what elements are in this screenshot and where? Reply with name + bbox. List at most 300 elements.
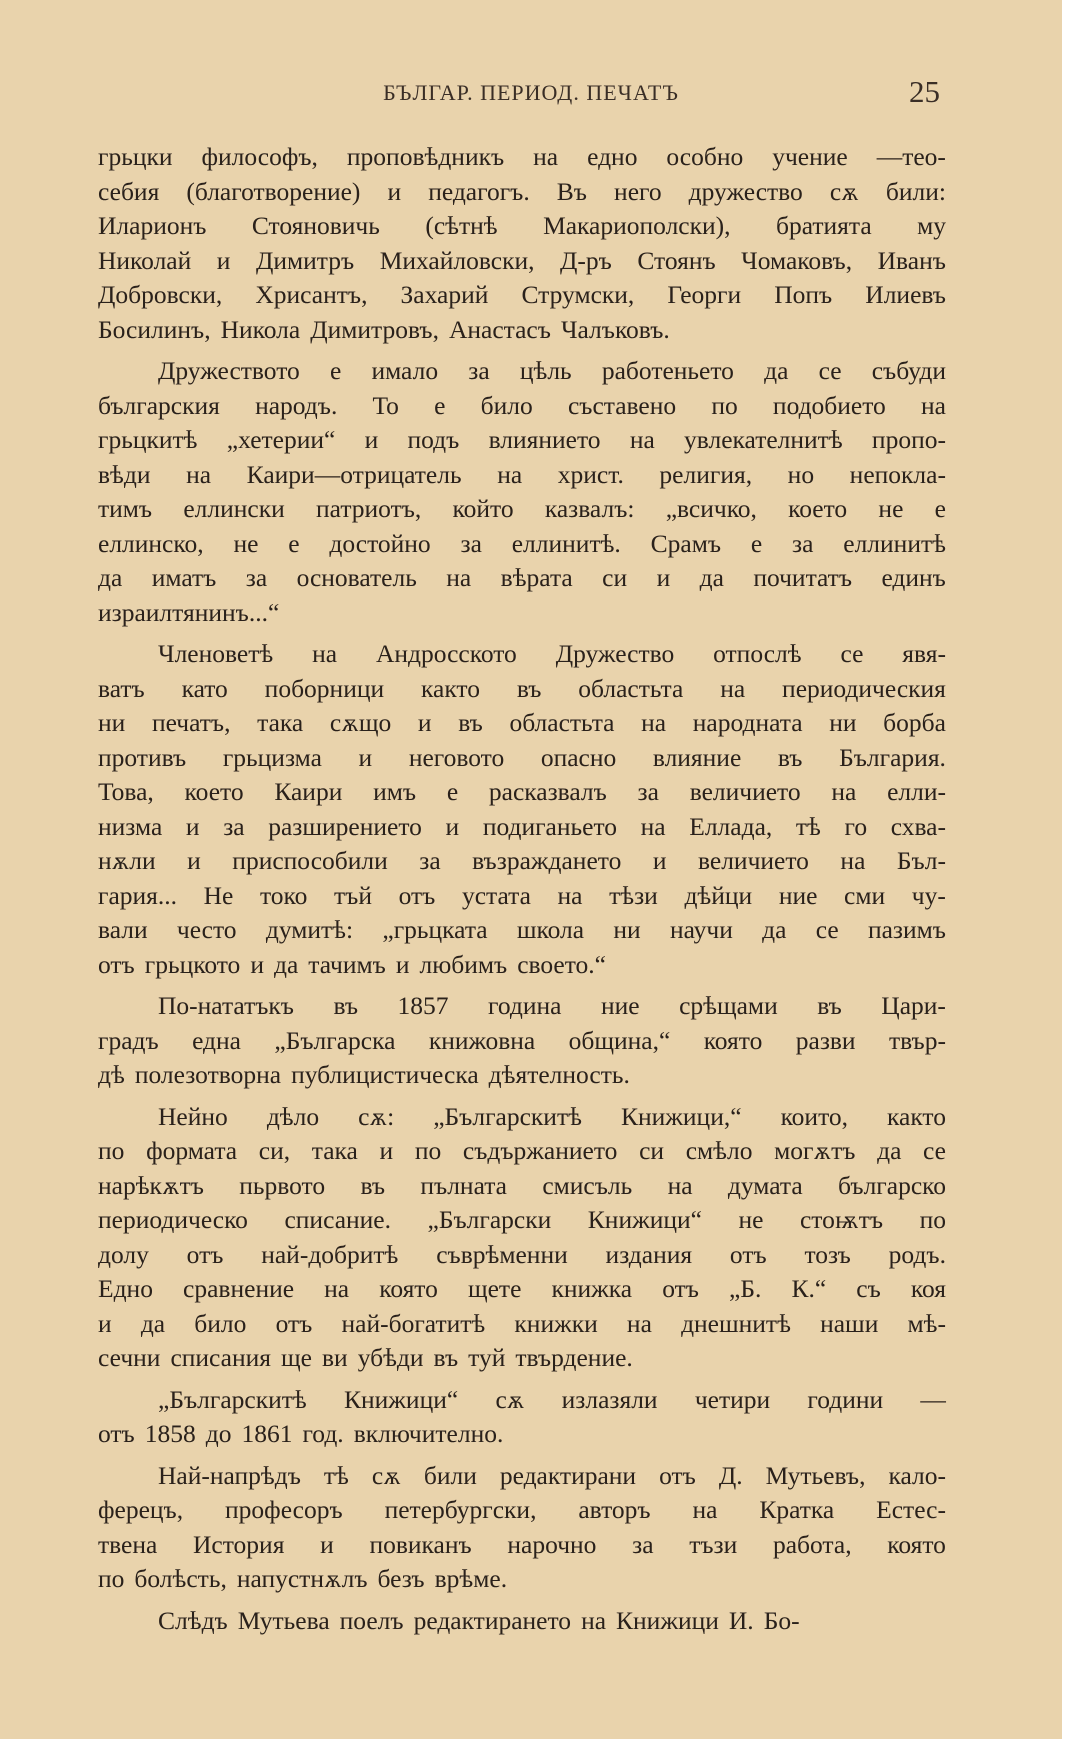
word: патриотъ, [316,494,422,523]
word: вѣди [98,459,151,489]
running-title: БЪЛГАР. ПЕРИОД. ПЕЧАТЪ [383,80,679,105]
text-line [98,278,946,313]
word: повиканъ [369,1529,472,1559]
word: и [250,949,264,979]
word: сѫ [495,1384,525,1414]
paragraph-gap [98,1597,946,1604]
word: Макариополски), [543,211,731,240]
word: Николай [98,245,192,275]
word: въ [360,1170,386,1200]
word: школа [516,915,585,944]
word: Босилинъ, [98,314,211,344]
word: българския [98,390,220,420]
word: тимъ [98,494,153,523]
word: религия, [659,459,753,489]
word: не [878,494,904,523]
word: сѫ [371,1460,401,1490]
word: кало- [888,1460,946,1490]
word: Иванъ [877,245,946,275]
text-line [98,879,946,914]
word: събуди [871,356,946,385]
word: разви [795,1025,856,1055]
word: отъ [398,880,436,910]
word: възраждането [472,846,622,875]
text-line [98,1604,946,1639]
text-line [98,741,946,776]
word: увлекателнитѣ [684,425,843,454]
word: и [98,1308,112,1338]
word: сѫщо [329,708,392,737]
word: казвалъ: [544,494,635,523]
word: „Български [427,1205,552,1234]
word: 1858 [144,1419,196,1448]
word: достойно [329,528,431,558]
word: любимъ [419,949,508,979]
word: наши [820,1308,879,1338]
word: влияние [652,742,742,772]
word: съврѣменни [436,1239,568,1269]
word: низма [98,811,163,841]
paragraph [98,1100,946,1376]
word: убѣди [357,1343,424,1372]
word: „Българска [274,1025,396,1055]
word: грьцкото [144,949,241,979]
word: се [818,356,842,385]
word: редактирани [499,1460,637,1490]
text-line [98,1169,946,1204]
word: едно [587,142,638,171]
text-line [98,561,946,596]
word: смѣло [685,1136,753,1165]
word: Срамъ [650,528,722,558]
word: да [699,563,724,592]
word: да [98,563,123,592]
word: издания [605,1239,693,1269]
word: петербургски, [384,1495,537,1524]
word: величието [689,777,801,806]
word: не [233,528,259,558]
word: било [194,1308,247,1338]
word: и [656,563,671,592]
word: излазяли [561,1384,658,1414]
word: Струмски, [521,280,635,309]
word: България. [839,742,946,772]
word: мѣ- [907,1308,946,1338]
word: Андросското [375,639,517,668]
word: Книжици,“ [620,1101,742,1131]
word: за [223,811,245,841]
word: Въ [556,176,587,206]
word: Едно [98,1274,153,1303]
word: нѫли [98,846,156,875]
word: особно [666,142,744,171]
word: така [311,1136,358,1165]
word: го [844,811,868,841]
word: нарочно [507,1529,597,1559]
text-line [98,140,946,175]
word: 1857 [397,991,449,1020]
word: (сѣтнѣ [425,211,498,240]
word: формата [146,1136,238,1165]
word: на [533,142,559,171]
paragraph [98,354,946,630]
word: грьцизма [222,742,322,772]
word: работеньето [601,356,734,385]
word: учение [772,142,848,171]
word: еллинитѣ. [511,528,621,558]
word: е [288,528,300,558]
word: по [711,390,738,420]
word: По-нататъкъ [158,991,294,1020]
word: съдържанието [462,1136,618,1165]
word: съ [856,1274,881,1303]
word: на [921,390,946,420]
word: иматъ [151,563,217,592]
word: областьта [509,708,615,737]
word: Книжици [616,1605,719,1635]
word: единъ [881,563,946,592]
word: Добровски, [98,280,223,309]
word: Стояновичь [251,211,380,240]
word: както [421,673,480,703]
word: Книжици“ [587,1205,702,1234]
word: христ. [557,459,624,489]
word: тозъ [804,1239,851,1269]
word: педагогъ. [428,176,530,206]
word: отъ [275,1308,313,1338]
word: него [614,176,662,206]
word: подобието [772,390,886,420]
word: за [632,1529,654,1559]
word: Книжици“ [344,1384,459,1414]
word: отъ [659,1460,696,1490]
word: четири [694,1384,771,1414]
word: община,“ [568,1025,671,1055]
word: Най-напрѣдъ [158,1460,301,1490]
word: да [273,949,299,979]
word: Нейно [158,1101,228,1131]
word: год. [302,1419,344,1448]
word: Д. [718,1460,743,1490]
text-line [98,637,946,672]
word: схва- [890,811,946,841]
word: Каири—отрицатель [246,459,462,489]
text-line [98,1417,946,1452]
word: и [320,1529,334,1559]
word: коя [910,1274,946,1303]
word: поелъ [339,1605,404,1635]
word: както [887,1101,946,1131]
word: тѣ [323,1460,349,1490]
word: да [140,1308,166,1338]
word: Дружеството [158,356,300,385]
word: е [750,528,763,558]
text-line [98,1307,946,1342]
body-text [98,140,946,1638]
text-line [98,527,946,562]
word: тѣзи [609,880,658,910]
text-line [98,844,946,879]
text-line [98,1562,946,1597]
word: по [98,1564,125,1593]
word: родъ. [888,1239,946,1269]
word: което [184,777,244,806]
word: списание. [284,1205,391,1234]
word: вали [98,915,148,944]
word: народната [692,708,803,737]
word: на [626,1308,652,1338]
word: „Българскитѣ [433,1101,582,1131]
word: Илиевъ [865,280,946,309]
text-line [98,1238,946,1273]
word: се [923,1136,946,1165]
word: и [187,846,201,875]
word: стоѭтъ [799,1205,884,1234]
word: Слѣдъ [158,1605,228,1635]
word: година [488,991,562,1020]
word: щете [467,1274,522,1303]
word: еллински [183,494,285,523]
word: въ [458,708,483,737]
paragraph-gap [98,982,946,989]
word: могѫтъ [774,1136,856,1165]
word: книжовна [428,1025,536,1055]
text-line [98,948,946,983]
word: книжки [514,1308,598,1338]
word: за [419,846,441,875]
word: на [557,880,583,910]
word: сечни [98,1343,161,1372]
word: но [787,459,815,489]
word: на [692,1495,718,1524]
word: областьта [578,673,684,703]
word: българско [838,1170,946,1200]
word: на [641,708,667,737]
word: една [192,1025,241,1055]
word: така [257,708,304,737]
word: до [205,1419,232,1448]
paragraph-gap [98,630,946,637]
text-line [98,1528,946,1563]
word: е [934,494,946,523]
text-line [98,389,946,424]
word: Георги [667,280,742,309]
word: расказвалъ [488,777,607,806]
word: да [762,915,787,944]
word: елли- [887,777,946,806]
word: явя- [902,639,946,668]
word: научи [669,915,733,944]
word: дѣ [98,1060,125,1089]
word: вѣрата [500,563,573,592]
word: Чалъковъ. [560,314,670,344]
word: тачимъ [308,949,386,979]
word: 1861 [241,1419,293,1448]
word: подиганьето [482,811,618,841]
word: Каири [274,777,343,806]
word: и [387,176,402,206]
word: днешнитѣ [681,1308,791,1338]
word: която [703,1025,763,1055]
word: еллинско, [98,528,204,558]
word: отъ [662,1274,699,1303]
word: чу- [911,880,946,910]
word: тъй [334,880,372,910]
word: не [738,1205,764,1234]
text-line [98,354,946,389]
word: градъ [98,1025,159,1055]
page-header [0,72,1062,112]
word: ви [322,1343,348,1372]
word: най-добритѣ [261,1239,399,1269]
word: отъ [98,1419,135,1448]
word: имало [371,356,439,385]
word: дѣятелность. [488,1060,630,1089]
text-line [98,492,946,527]
word: грьцкитѣ [98,425,198,454]
text-line [98,1493,946,1528]
word: и [417,708,432,737]
word: величието [697,846,809,875]
word: сми [844,880,886,910]
word: периодическия [782,673,946,703]
word: Иларионъ [98,211,207,240]
text-line [98,209,946,244]
word: сѫ [829,176,859,206]
word: Анастасъ [448,314,551,344]
word: врѣме. [434,1564,508,1593]
text-line [98,313,946,348]
word: дѣйци [684,880,753,910]
word: Бо- [763,1605,800,1635]
word: да [764,356,789,385]
word: противъ [98,742,187,772]
word: имъ [373,777,417,806]
word: Мутьева [237,1605,330,1635]
word: проповѣдникъ [346,142,505,171]
word: и [445,811,460,841]
page-margin [1062,0,1080,1739]
word: за [460,528,482,558]
word: Естес- [876,1495,946,1524]
word: ни [98,708,126,737]
word: дѣло [266,1101,320,1131]
word: и [216,245,231,275]
word: Не [203,880,234,910]
word: отпослѣ [713,639,802,668]
word: години [807,1384,884,1414]
word: авторъ [578,1495,651,1524]
word: по [98,1136,125,1165]
text-line [98,458,946,493]
word: безъ [377,1564,425,1593]
word: включително. [353,1419,504,1448]
word: отъ [98,949,135,979]
word: влиянието [488,425,601,454]
word: себия [98,176,160,206]
word: своето.“ [517,949,607,979]
word: непокла- [849,459,946,489]
word: сравнение [183,1274,295,1303]
word: опасно [540,742,617,772]
word: били: [885,176,946,206]
text-line [98,423,946,458]
word: неговото [408,742,505,772]
word: устата [461,880,531,910]
word: книжка [551,1274,633,1303]
word: ние [600,991,640,1020]
word: братията [775,211,872,240]
word: пазимъ [867,915,946,944]
word: която [379,1274,438,1303]
paragraph [98,1604,946,1639]
word: гария... [98,880,178,910]
word: грьцки [98,142,173,171]
word: Чомаковъ, [741,245,853,275]
word: твърдение. [515,1343,633,1372]
text-line [98,989,946,1024]
word: професоръ [225,1495,343,1524]
word: пропо- [871,425,946,454]
paragraph-gap [98,1452,946,1459]
word: борба [883,708,946,737]
word: болѣсть, [134,1564,227,1593]
word: еллинитѣ [843,528,946,558]
word: почитатъ [753,563,853,592]
word: „Българскитѣ [158,1384,307,1414]
word: на [446,563,472,592]
word: токо [259,880,308,910]
word: да [877,1136,902,1165]
word: на [324,1274,350,1303]
word: поборници [264,673,385,703]
word: и [364,425,379,454]
word: Захарий [400,280,489,309]
text-line [98,1203,946,1238]
word: като [181,673,228,703]
word: въ [516,673,542,703]
paragraph [98,140,946,347]
word: срѣщами [679,991,778,1020]
text-line [98,1383,946,1418]
word: тъзи [689,1529,738,1559]
word: Мутьевъ, [765,1460,866,1490]
word: за [637,777,659,806]
word: съставено [567,390,677,420]
word: често [176,915,237,944]
word: за [792,528,814,558]
word: Дружество [555,639,675,668]
word: което [788,494,848,523]
text-line [98,913,946,948]
paragraph [98,637,946,982]
word: ни [613,915,641,944]
word: било [480,390,533,420]
word: въ [333,991,359,1020]
word: и [185,811,200,841]
text-line [98,775,946,810]
word: ще [281,1343,312,1372]
word: Д-ръ [560,245,612,275]
word: израилтянинъ...“ [98,597,280,627]
paragraph [98,989,946,1093]
word: Цари- [881,991,946,1020]
word: и [379,1136,394,1165]
word: най-богатитѣ [341,1308,486,1338]
paragraph-gap [98,347,946,354]
word: разширението [268,811,422,841]
word: основатель [296,563,417,592]
